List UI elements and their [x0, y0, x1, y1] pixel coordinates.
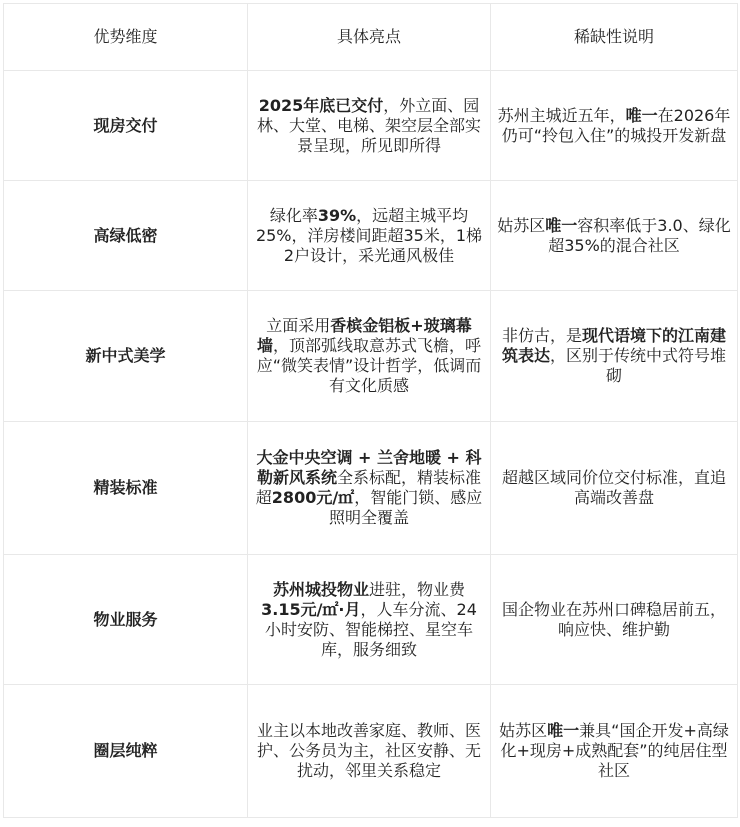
scarcity-cell — [491, 291, 738, 422]
text-segment: ，智能门锁、感应照明全覆盖 — [328, 488, 483, 527]
text-segment: 姑苏区 — [499, 721, 548, 740]
text-segment: ，顶部弧线取意苏式飞檐，呼应“微笑表情”设计哲学，低调而有文化质感 — [256, 336, 482, 395]
dimension-cell: 新中式美学 — [4, 291, 248, 422]
bold-text-segment: 39% — [317, 205, 357, 225]
header-dimension: 优势维度 — [4, 4, 248, 71]
text-segment: 业主以本地改善家庭、教师、医护、公务员为主，社区安静、无扰动，邻里关系稳定 — [256, 721, 481, 780]
dimension-cell: 现房交付 — [4, 71, 248, 181]
text-segment: 超越区域同价位交付标准，直追高端改善盘 — [501, 468, 726, 507]
header-scarcity: 稀缺性说明 — [491, 4, 738, 71]
table-header-row — [4, 4, 738, 71]
bold-text-segment: 唯一 — [625, 105, 658, 125]
text-segment: ，远超主城平均25%，洋房楼间距超35米，1梯2户设计，采光通风极佳 — [255, 205, 483, 265]
text-segment: ，人车分流、24小时安防、智能梯控、星空车库，服务细致 — [264, 599, 477, 659]
highlight-cell — [248, 291, 491, 422]
text-segment: 非仿古，是 — [501, 326, 582, 345]
bold-text-segment: 苏州城投物业 — [272, 579, 369, 599]
bold-text-segment: 2025年底已交付 — [258, 95, 384, 115]
table-row — [4, 422, 738, 555]
text-segment: 兼具“国企开发+高绿化+现房+成熟配套”的纯居住型社区 — [500, 721, 729, 780]
scarcity-cell — [491, 685, 738, 818]
bold-text-segment: 唯一 — [547, 721, 580, 740]
text-segment: ，区别于传统中式符号堆砌 — [550, 346, 727, 385]
bold-text-segment: 2800元/㎡ — [271, 488, 355, 507]
table-row — [4, 291, 738, 422]
bold-text-segment: 大金中央空调 + 兰舍地暖 + 科勒新风系统 — [256, 448, 482, 487]
advantage-table — [3, 3, 738, 818]
text-segment: 全系标配，精装标准超 — [255, 468, 482, 507]
scarcity-cell — [491, 71, 738, 181]
table-row — [4, 71, 738, 181]
bold-text-segment: 香槟金铝板+玻璃幕墙 — [256, 316, 472, 355]
text-segment: 国企物业在苏州口碑稳居前五，响应快、维护勤 — [501, 599, 726, 639]
text-segment: 进驻，物业费 — [369, 579, 466, 599]
dimension-cell: 精装标准 — [4, 422, 248, 555]
header-highlight: 具体亮点 — [248, 4, 491, 71]
highlight-cell — [248, 422, 491, 555]
highlight-cell — [248, 181, 491, 291]
bold-text-segment: 现代语境下的江南建筑表达 — [501, 326, 727, 365]
text-segment: 在2026年仍可“拎包入住”的城投开发新盘 — [501, 105, 731, 145]
dimension-cell: 高绿低密 — [4, 181, 248, 291]
table-row — [4, 181, 738, 291]
scarcity-cell — [491, 181, 738, 291]
table-row — [4, 685, 738, 818]
dimension-cell: 圈层纯粹 — [4, 685, 248, 818]
highlight-cell — [248, 71, 491, 181]
bold-text-segment: 3.15元/㎡·月 — [261, 599, 361, 619]
highlight-cell — [248, 555, 491, 685]
bold-text-segment: 唯一 — [545, 215, 578, 235]
scarcity-cell — [491, 422, 738, 555]
text-segment: 姑苏区 — [497, 215, 546, 235]
table-row — [4, 555, 738, 685]
text-segment: 立面采用 — [266, 316, 331, 335]
dimension-cell: 物业服务 — [4, 555, 248, 685]
scarcity-cell — [491, 555, 738, 685]
text-segment: 绿化率 — [269, 205, 318, 225]
highlight-cell — [248, 685, 491, 818]
text-segment: ，外立面、园林、大堂、电梯、架空层全部实景呈现，所见即所得 — [256, 95, 481, 155]
text-segment: 苏州主城近五年， — [497, 105, 626, 125]
text-segment: 容积率低于3.0、绿化超35%的混合社区 — [548, 215, 731, 255]
